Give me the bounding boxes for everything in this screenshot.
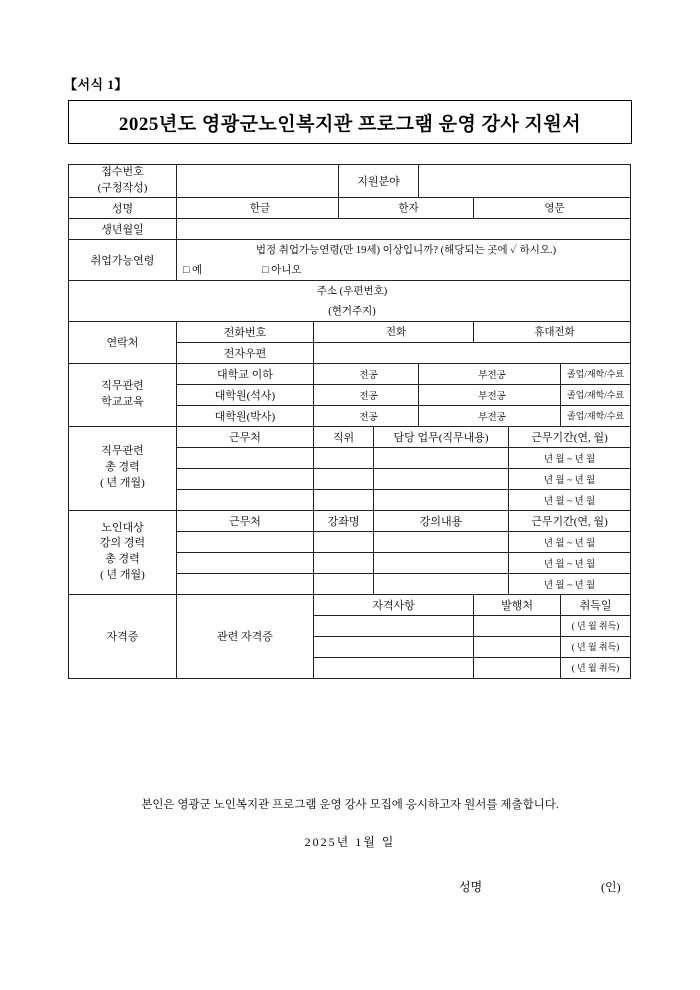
education-major-0[interactable]: 전공 xyxy=(314,363,419,384)
certificate-detail-1[interactable] xyxy=(314,636,474,657)
career-duty-2[interactable] xyxy=(374,489,509,510)
senior-workplace-0[interactable] xyxy=(177,531,314,552)
certificate-label: 자격증 xyxy=(69,594,177,678)
seal-label: (인) xyxy=(601,880,621,894)
career-position-2[interactable] xyxy=(314,489,374,510)
senior-period-1[interactable]: 년 월 ~ 년 월 xyxy=(509,552,631,573)
career-workplace-0[interactable] xyxy=(177,447,314,468)
birth-label: 생년월일 xyxy=(69,218,177,239)
education-label: 직무관련 학교교육 xyxy=(69,363,177,426)
senior-workplace-1[interactable] xyxy=(177,552,314,573)
senior-workplace-2[interactable] xyxy=(177,573,314,594)
senior-header-period: 근무기간(연, 월) xyxy=(509,510,631,531)
education-level-2: 대학원(박사) xyxy=(177,405,314,426)
address-label-line1: 주소 (우편번호) xyxy=(69,280,631,301)
senior-header-content: 강의내용 xyxy=(374,510,509,531)
senior-content-1[interactable] xyxy=(374,552,509,573)
name-english-field[interactable]: 영문 xyxy=(474,197,631,218)
submission-date: 2025년 1월 일 xyxy=(304,835,396,849)
senior-period-0[interactable]: 년 월 ~ 년 월 xyxy=(509,531,631,552)
senior-header-course: 강좌명 xyxy=(314,510,374,531)
form-tag: 【서식 1】 xyxy=(64,77,128,92)
apply-field-input[interactable] xyxy=(419,165,631,198)
senior-course-0[interactable] xyxy=(314,531,374,552)
career-workplace-1[interactable] xyxy=(177,468,314,489)
senior-content-2[interactable] xyxy=(374,573,509,594)
certificate-issuer-2[interactable] xyxy=(474,657,561,678)
senior-content-0[interactable] xyxy=(374,531,509,552)
senior-course-2[interactable] xyxy=(314,573,374,594)
email-input[interactable] xyxy=(314,342,631,363)
career-workplace-2[interactable] xyxy=(177,489,314,510)
career-position-0[interactable] xyxy=(314,447,374,468)
phone-input[interactable]: 전화 xyxy=(314,321,474,342)
career-label: 직무관련 총 경력 ( 년 개월) xyxy=(69,426,177,510)
career-period-0[interactable]: 년 월 ~ 년 월 xyxy=(509,447,631,468)
education-minor-0[interactable]: 부전공 xyxy=(419,363,561,384)
certificate-date-1[interactable]: ( 년 월 취득) xyxy=(561,636,631,657)
senior-career-label: 노인대상 강의 경력 총 경력 ( 년 개월) xyxy=(69,510,177,594)
employable-age-choices xyxy=(177,260,631,281)
employable-age-label: 취업가능연령 xyxy=(69,239,177,280)
certificate-issuer-1[interactable] xyxy=(474,636,561,657)
document-title-box xyxy=(68,100,632,144)
phone-number-label: 전화번호 xyxy=(177,321,314,342)
education-major-2[interactable]: 전공 xyxy=(314,405,419,426)
table-row-career-header xyxy=(69,426,631,447)
employable-yes-checkbox[interactable]: □ 예 xyxy=(183,265,203,277)
certificate-date-2[interactable]: ( 년 월 취득) xyxy=(561,657,631,678)
table-row-certificate-header xyxy=(69,594,631,615)
name-korean-field[interactable]: 한글 xyxy=(177,197,339,218)
certificate-date-0[interactable]: ( 년 월 취득) xyxy=(561,615,631,636)
career-header-workplace: 근무처 xyxy=(177,426,314,447)
certificate-header-detail: 자격사항 xyxy=(314,594,474,615)
education-level-1: 대학원(석사) xyxy=(177,384,314,405)
education-level-0: 대학교 이하 xyxy=(177,363,314,384)
table-row-receipt xyxy=(69,165,631,198)
education-status-0[interactable]: 졸업/재학/수료 xyxy=(561,363,631,384)
certificate-detail-2[interactable] xyxy=(314,657,474,678)
table-row-address xyxy=(69,280,631,301)
senior-period-2[interactable]: 년 월 ~ 년 월 xyxy=(509,573,631,594)
table-row-employable-age xyxy=(69,239,631,260)
table-row-senior-header xyxy=(69,510,631,531)
certificate-sub-label: 관련 자격증 xyxy=(177,594,314,678)
table-row-phone xyxy=(69,321,631,342)
career-period-1[interactable]: 년 월 ~ 년 월 xyxy=(509,468,631,489)
table-row-name xyxy=(69,197,631,218)
page-title: 2025년도 영광군노인복지관 프로그램 운영 강사 지원서 xyxy=(118,113,582,135)
senior-course-1[interactable] xyxy=(314,552,374,573)
table-row-address-2 xyxy=(69,301,631,322)
education-minor-2[interactable]: 부전공 xyxy=(419,405,561,426)
senior-header-workplace: 근무처 xyxy=(177,510,314,531)
education-status-2[interactable]: 졸업/재학/수료 xyxy=(561,405,631,426)
apply-field-label: 지원분야 xyxy=(339,165,419,198)
career-header-position: 직위 xyxy=(314,426,374,447)
name-hanja-field[interactable]: 한자 xyxy=(339,197,474,218)
career-header-duty: 담당 업무(직무내용) xyxy=(374,426,509,447)
employable-age-question: 법정 취업가능연령(만 19세) 이상입니까? (해당되는 곳에 ✓ 하시오.) xyxy=(177,239,631,260)
education-minor-1[interactable]: 부전공 xyxy=(419,384,561,405)
career-duty-0[interactable] xyxy=(374,447,509,468)
submission-statement: 본인은 영광군 노인복지관 프로그램 운영 강사 모집에 응시하고자 원서를 제출합니다. xyxy=(141,799,559,811)
signature-label: 성명 xyxy=(459,880,483,894)
birth-input[interactable] xyxy=(177,218,631,239)
table-row-education-1 xyxy=(69,363,631,384)
education-major-1[interactable]: 전공 xyxy=(314,384,419,405)
career-period-2[interactable]: 년 월 ~ 년 월 xyxy=(509,489,631,510)
certificate-detail-0[interactable] xyxy=(314,615,474,636)
employable-no-checkbox[interactable]: □ 아니오 xyxy=(262,265,302,277)
education-status-1[interactable]: 졸업/재학/수료 xyxy=(561,384,631,405)
contact-label: 연락처 xyxy=(69,321,177,363)
mobile-input[interactable]: 휴대전화 xyxy=(474,321,631,342)
receipt-number-input[interactable] xyxy=(177,165,339,198)
certificate-header-issuer: 발행처 xyxy=(474,594,561,615)
email-label: 전자우편 xyxy=(177,342,314,363)
name-label: 성명 xyxy=(69,197,177,218)
career-header-period: 근무기간(연, 월) xyxy=(509,426,631,447)
career-duty-1[interactable] xyxy=(374,468,509,489)
application-form-table xyxy=(68,164,631,679)
career-position-1[interactable] xyxy=(314,468,374,489)
certificate-issuer-0[interactable] xyxy=(474,615,561,636)
address-label-line2: (현거주지) xyxy=(69,301,631,322)
table-row-birth xyxy=(69,218,631,239)
receipt-number-label: 접수번호 (구청작성) xyxy=(69,165,177,198)
certificate-header-date: 취득일 xyxy=(561,594,631,615)
